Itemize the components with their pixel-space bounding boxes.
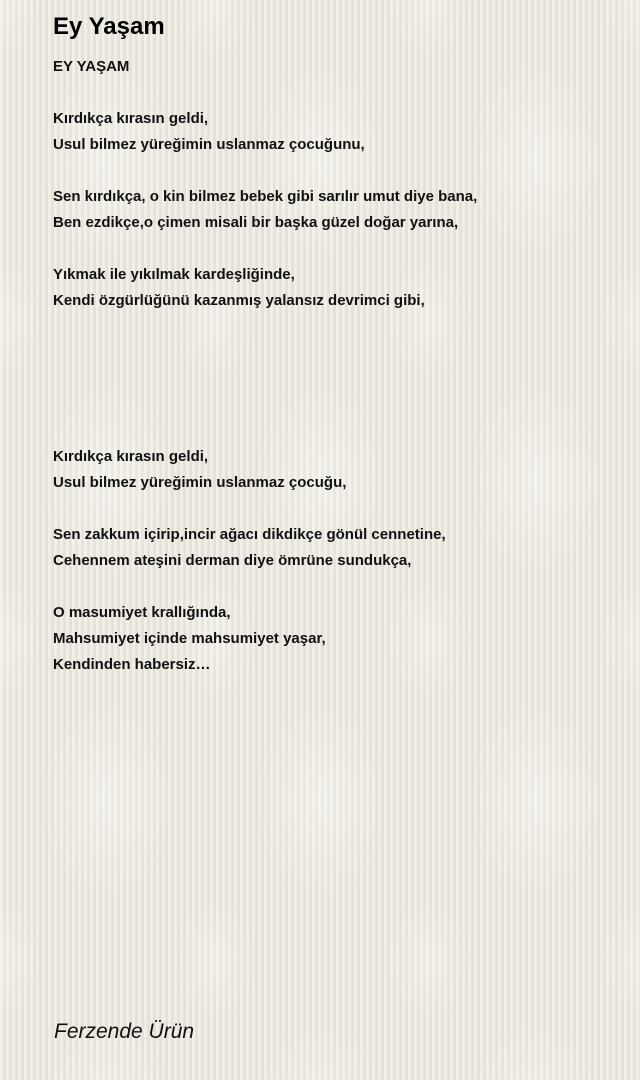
poem-line: Sen zakkum içirip,incir ağacı dikdikçe gönül cennetine, bbox=[53, 526, 446, 543]
poem-body bbox=[53, 54, 623, 678]
poem-line: Sen kırdıkça, o kin bilmez bebek gibi sarılır umut diye bana, bbox=[53, 188, 478, 205]
poem-line: Kırdıkça kırasın geldi, bbox=[53, 448, 209, 465]
poem-title: Ey Yaşam bbox=[53, 13, 165, 40]
poem-line: Mahsumiyet içinde mahsumiyet yaşar, bbox=[53, 630, 326, 647]
poem-line: Kendinden habersiz… bbox=[53, 656, 211, 673]
poem-author: Ferzende Ürün bbox=[54, 1020, 195, 1043]
poem-subtitle: EY YAŞAM bbox=[53, 58, 130, 75]
poem-line: Usul bilmez yüreğimin uslanmaz çocuğu, bbox=[53, 474, 347, 491]
poem-line: O masumiyet krallığında, bbox=[53, 604, 231, 621]
poem-line: Kırdıkça kırasın geldi, bbox=[53, 110, 209, 127]
poem-line: Cehennem ateşini derman diye ömrüne sundukça, bbox=[53, 552, 412, 569]
poem-line: Yıkmak ile yıkılmak kardeşliğinde, bbox=[53, 266, 295, 283]
poem-line: Kendi özgürlüğünü kazanmış yalansız devrimci gibi, bbox=[53, 292, 425, 309]
poem-page bbox=[53, 0, 623, 1080]
poem-line: Usul bilmez yüreğimin uslanmaz çocuğunu, bbox=[53, 136, 365, 153]
poem-line: Ben ezdikçe,o çimen misali bir başka güzel doğar yarına, bbox=[53, 214, 459, 231]
